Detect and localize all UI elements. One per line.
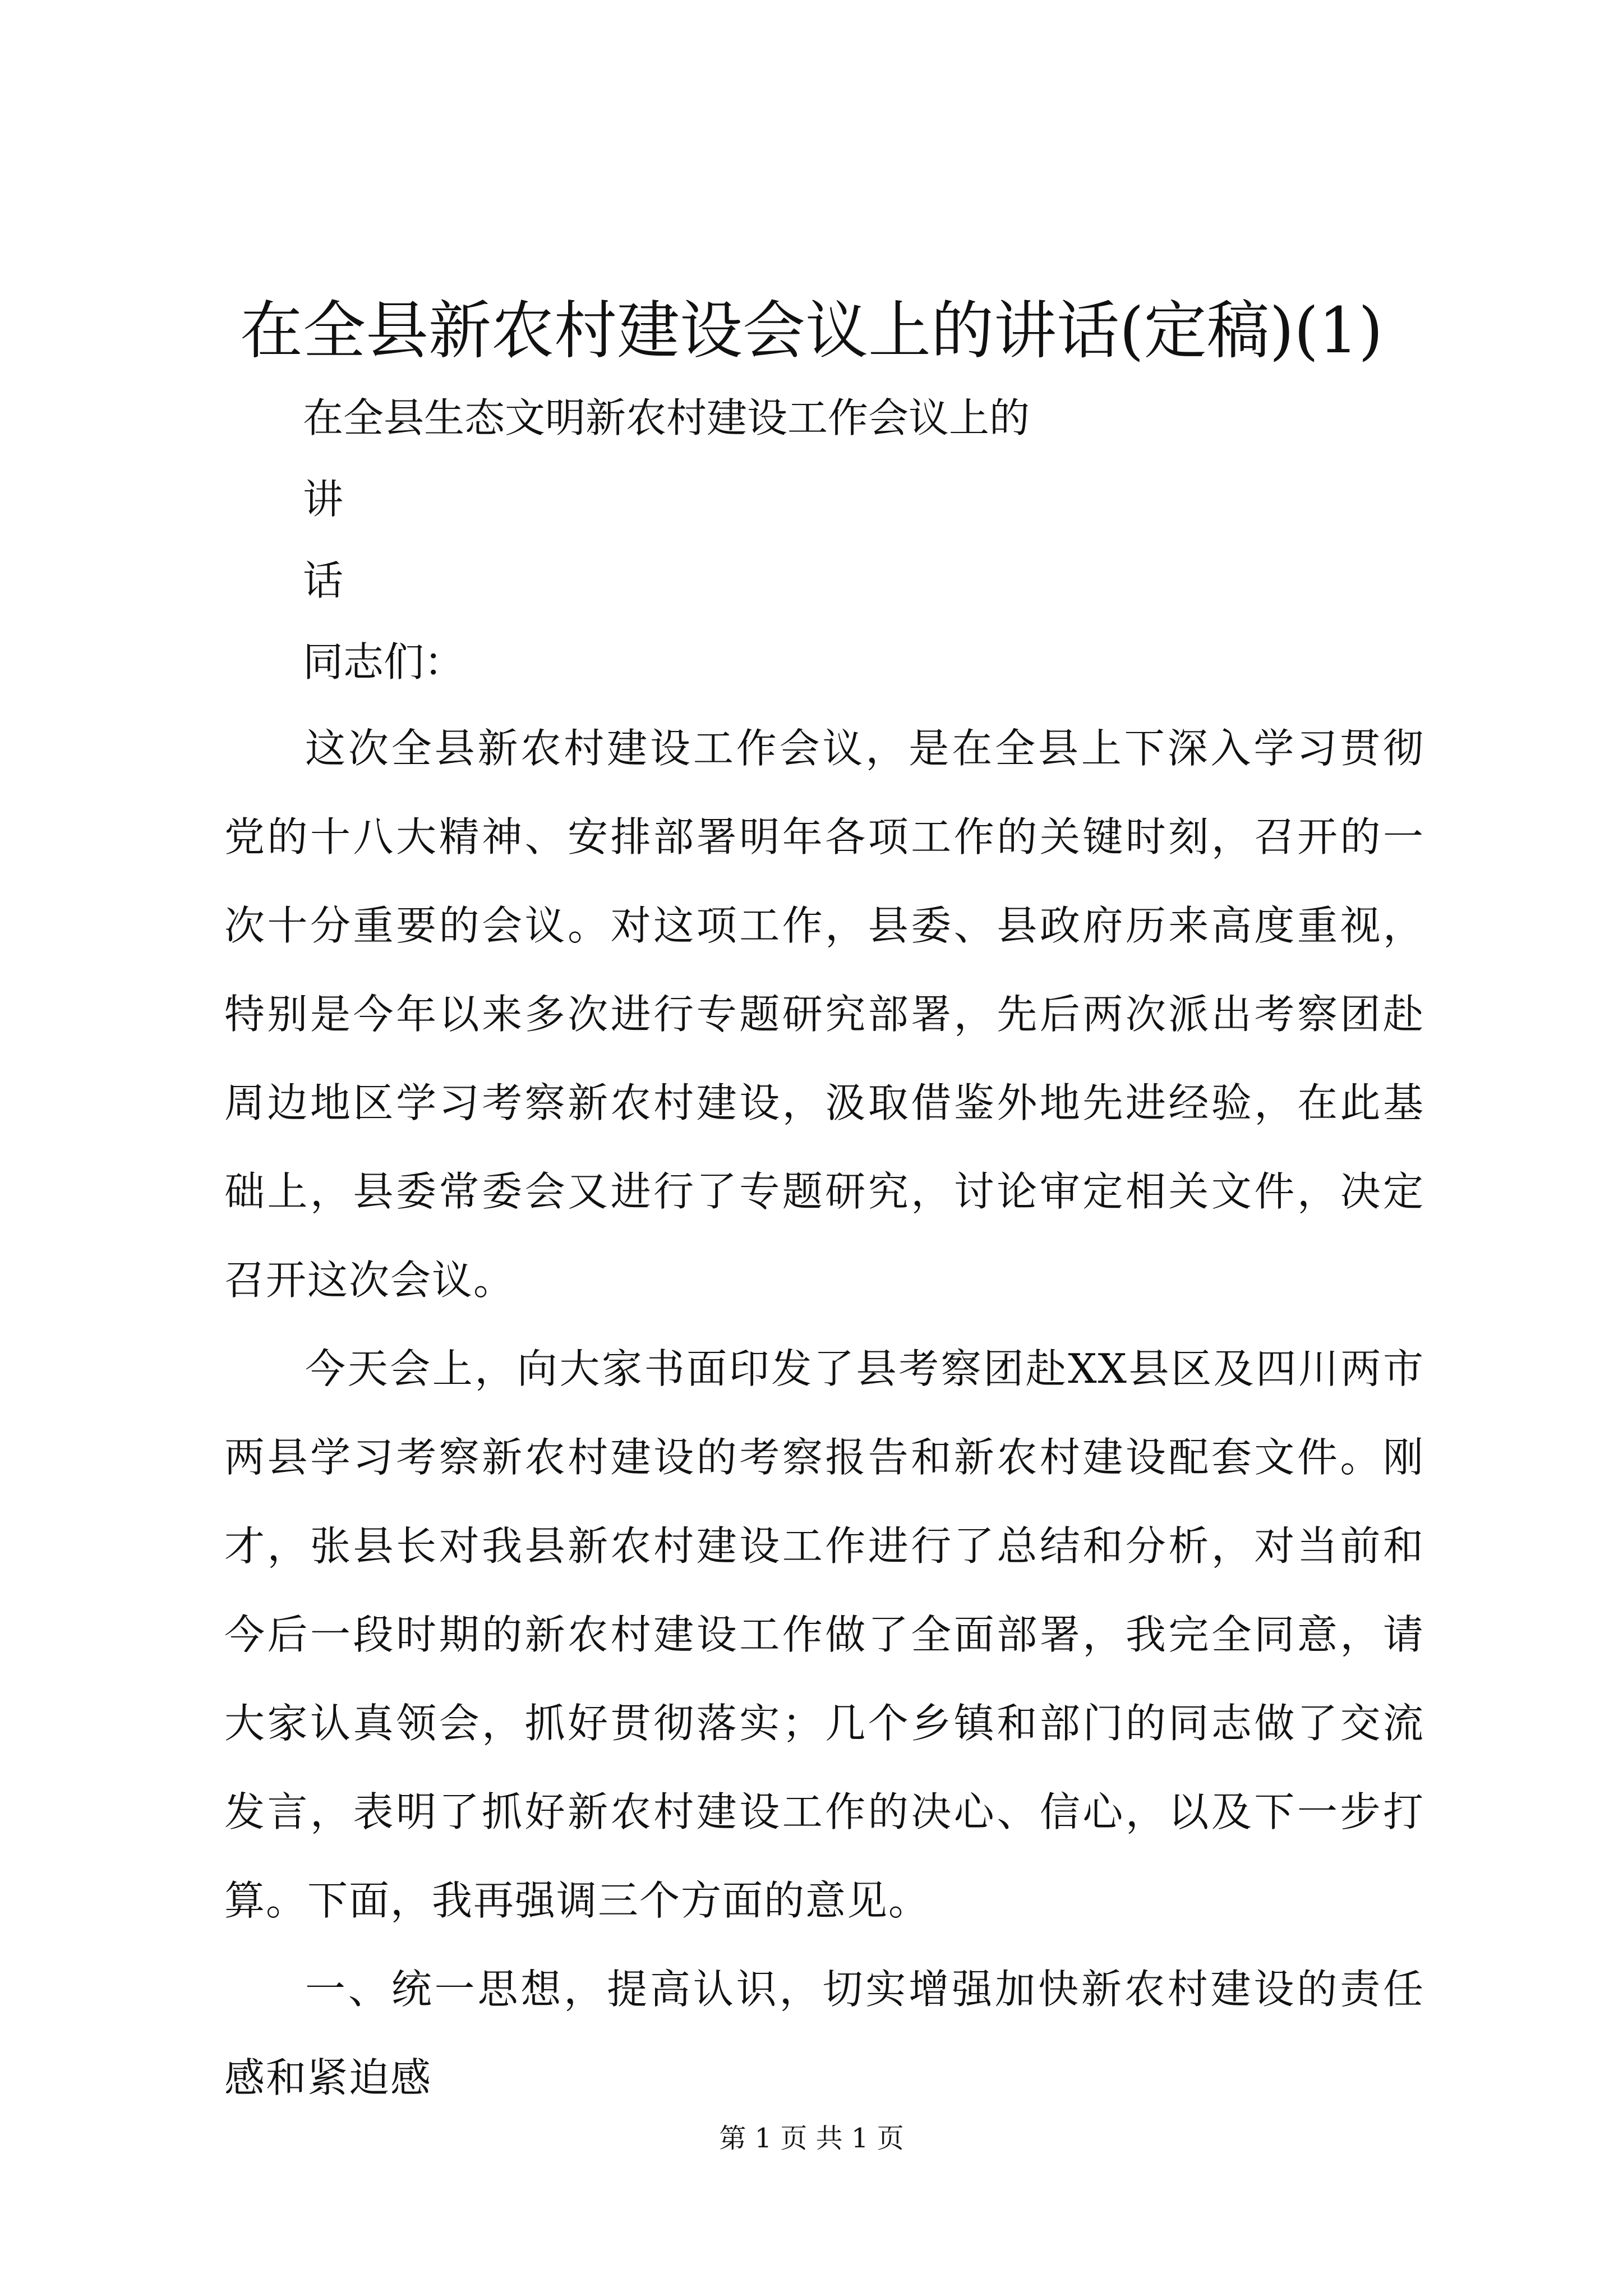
subtitle-line-1: 在全县生态文明新农村建设工作会议上的: [303, 394, 1030, 441]
subtitle-line-3: 话: [303, 557, 344, 604]
salutation: 同志们：: [303, 638, 465, 685]
section-heading: 一、统一思想，提高认识，切实增强加快新农村建设的责任感和紧迫感: [224, 1966, 1424, 2101]
paragraph: 今天会上，向大家书面印发了县考察团赴XX县区及四川两市两县学习考察新农村建设的考察报告和新农村建设配套文件。刚才，张县长对我县新农村建设工作进行了总结和分析，对当前和今后一段时期的新农村建设工作做了全面部署，我完全同意，请大家认真领会，抓好贯彻落实；几个乡镇和部门的同志做了交流发言，表明了抓好新农村建设工作的决心、信心，以及下一步打算。下面，我再强调三个方面的意见。: [224, 1345, 1424, 1924]
document-title: 在全县新农村建设会议上的讲话(定稿)(1): [239, 295, 1384, 367]
page-footer: 第 1 页 共 1 页: [719, 2123, 904, 2154]
document-body: [224, 704, 1424, 2122]
paragraph: 这次全县新农村建设工作会议，是在全县上下深入学习贯彻党的十八大精神、安排部署明年各项工作的关键时刻，召开的一次十分重要的会议。对这项工作，县委、县政府历来高度重视，特别是今年以来多次进行专题研究部署，先后两次派出考察团赴周边地区学习考察新农村建设，汲取借鉴外地先进经验，在此基础上，县委常委会又进行了专题研究，讨论审定相关文件，决定召开这次会议。: [224, 725, 1424, 1304]
subtitle-line-2: 讲: [303, 476, 344, 523]
